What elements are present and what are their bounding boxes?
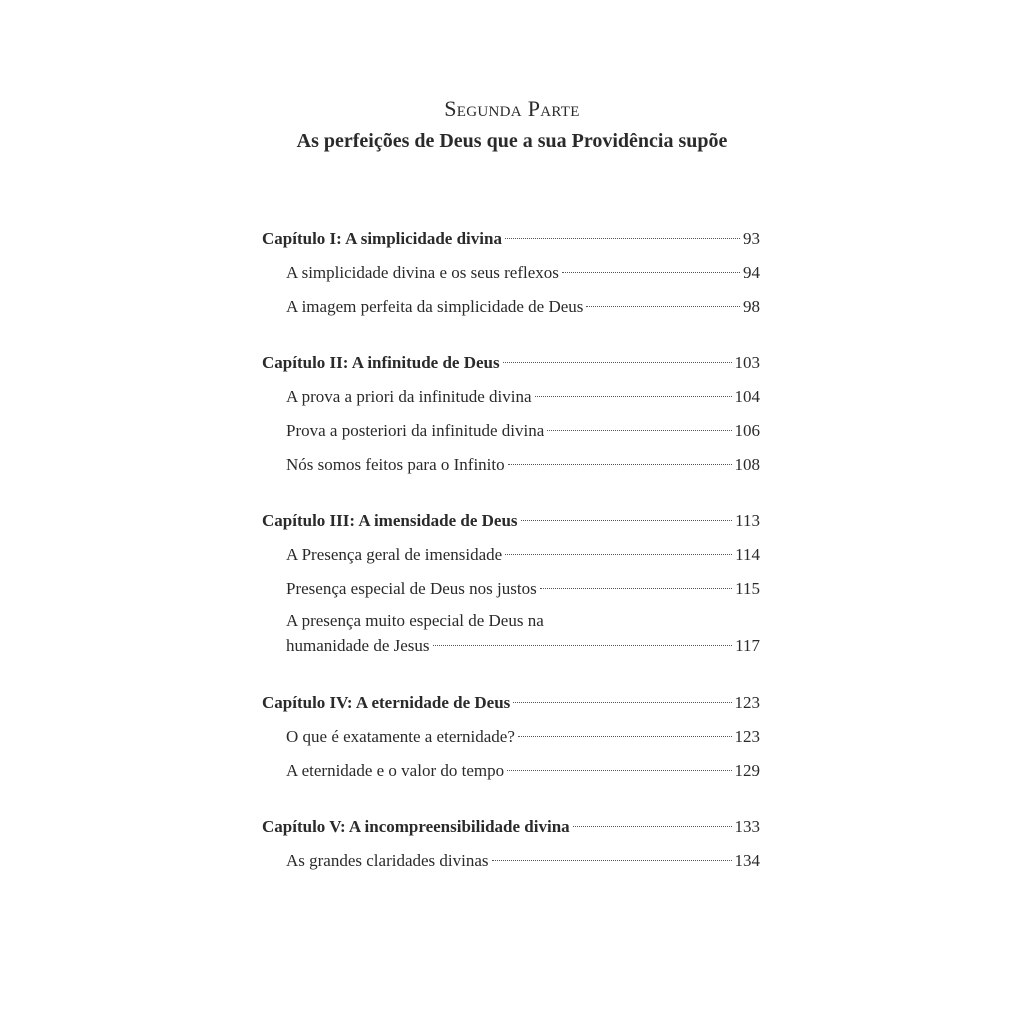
toc-section — [262, 538, 760, 572]
page-number: 104 — [734, 387, 760, 406]
dot-leader — [505, 554, 732, 555]
toc-chapter — [262, 686, 760, 788]
section-title: Prova a posteriori da infinitude divina — [286, 421, 545, 440]
section-title-line1: A presença muito especial de Deus na — [286, 611, 544, 630]
dot-leader — [540, 588, 732, 589]
toc-chapter-heading — [262, 686, 760, 720]
section-title-line2: humanidade de Jesus — [286, 636, 430, 655]
page-number: 113 — [735, 511, 760, 530]
page-number: 94 — [743, 263, 760, 282]
page-number: 93 — [743, 229, 760, 248]
dot-leader — [562, 272, 740, 273]
page-number: 115 — [735, 579, 760, 598]
dot-leader — [521, 520, 733, 521]
dot-leader — [513, 702, 731, 703]
page-number: 133 — [734, 817, 760, 836]
page-number: 123 — [734, 693, 760, 712]
chapter-title: Capítulo II: A infinitude de Deus — [262, 353, 500, 372]
section-title: Nós somos feitos para o Infinito — [286, 455, 505, 474]
dot-leader — [492, 860, 732, 861]
page-number: 114 — [735, 545, 760, 564]
toc-chapter — [262, 222, 760, 324]
page-number: 129 — [734, 761, 760, 780]
toc-section — [262, 290, 760, 324]
dot-leader — [535, 396, 732, 397]
part-title: As perfeições de Deus que a sua Providência supõe — [296, 130, 728, 152]
dot-leader — [507, 770, 731, 771]
section-title: Presença especial de Deus nos justos — [286, 579, 537, 598]
toc-chapter — [262, 810, 760, 878]
toc-section — [262, 606, 760, 664]
page-number: 103 — [734, 353, 760, 372]
dot-leader — [503, 362, 732, 363]
section-title: A Presença geral de imensidade — [286, 545, 503, 564]
chapter-title: Capítulo III: A imensidade de Deus — [262, 511, 518, 530]
dot-leader — [586, 306, 740, 307]
section-title: A simplicidade divina e os seus reflexos — [286, 263, 559, 282]
chapter-title: Capítulo IV: A eternidade de Deus — [262, 693, 511, 712]
dot-leader — [505, 238, 740, 239]
dot-leader — [518, 736, 732, 737]
page-number: 117 — [735, 636, 760, 655]
section-title: O que é exatamente a eternidade? — [286, 727, 515, 746]
toc-chapter-heading — [262, 504, 760, 538]
dot-leader — [508, 464, 732, 465]
toc-chapter — [262, 346, 760, 482]
section-title: A eternidade e o valor do tempo — [286, 761, 505, 780]
chapter-title: Capítulo V: A incompreensibilidade divina — [262, 817, 570, 836]
toc-chapter — [262, 504, 760, 664]
toc-chapter-heading — [262, 222, 760, 256]
section-title: A imagem perfeita da simplicidade de Deus — [286, 297, 584, 316]
section-title-line2-row — [286, 636, 760, 664]
part-label: Segunda Parte — [444, 96, 580, 121]
table-of-contents — [262, 222, 760, 900]
section-title: As grandes claridades divinas — [286, 851, 489, 870]
chapter-title: Capítulo I: A simplicidade divina — [262, 229, 502, 248]
toc-section — [262, 754, 760, 788]
section-title: A prova a priori da infinitude divina — [286, 387, 532, 406]
page-number: 108 — [734, 455, 760, 474]
page-number: 123 — [734, 727, 760, 746]
page-number: 106 — [734, 421, 760, 440]
toc-section — [262, 380, 760, 414]
toc-section — [262, 572, 760, 606]
toc-section — [262, 256, 760, 290]
dot-leader — [573, 826, 732, 827]
toc-section — [262, 844, 760, 878]
toc-section — [262, 720, 760, 754]
toc-section — [262, 448, 760, 482]
toc-chapter-heading — [262, 810, 760, 844]
toc-chapter-heading — [262, 346, 760, 380]
page-number: 134 — [734, 851, 760, 870]
dot-leader — [433, 645, 733, 646]
page-number: 98 — [743, 297, 760, 316]
toc-section — [262, 414, 760, 448]
dot-leader — [547, 430, 731, 431]
